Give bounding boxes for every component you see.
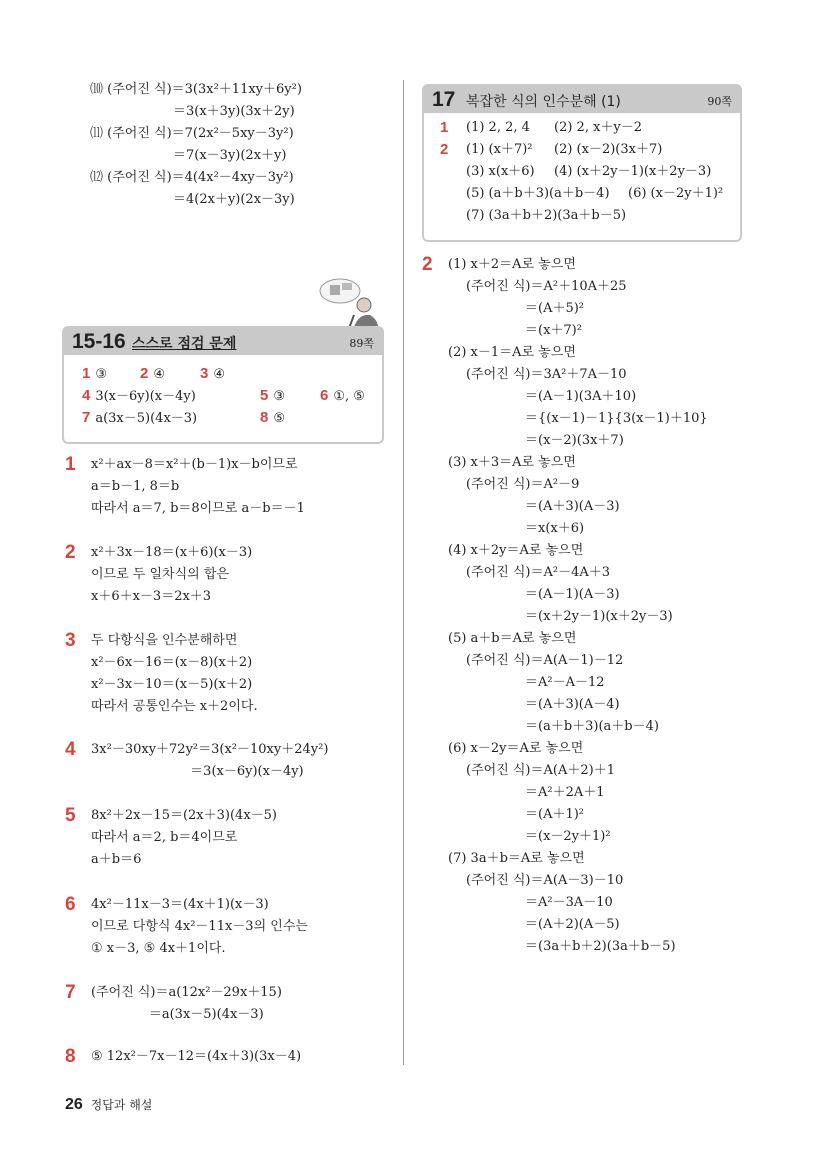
answer-body — [91, 542, 252, 608]
answer-value: a(3x－5)(4x－3) — [95, 411, 198, 426]
answer-value: (2) (x－2)(3x＋7) — [554, 142, 663, 157]
section-title: 복잡한 식의 인수분해 (1) — [466, 94, 621, 110]
footer — [65, 1096, 152, 1114]
answer-cell — [260, 407, 285, 430]
answer-value: ⑤ — [273, 411, 285, 426]
answer-number: 3 — [200, 365, 209, 382]
footer-label: 정답과 해설 — [90, 1098, 153, 1112]
math-line: (5) a＋b＝A로 놓으면 — [448, 631, 577, 646]
math-line: (4) x＋2y＝A로 놓으면 — [448, 543, 584, 558]
answer-value: ④ — [213, 367, 225, 382]
math-line: ⑽ (주어진 식)＝3(3x²＋11xy＋6y²) — [90, 82, 302, 97]
answer-cell — [82, 407, 197, 430]
math-line: (7) 3a＋b＝A로 놓으면 — [448, 851, 585, 866]
answer-item-2-detail — [422, 254, 708, 958]
answer-value: (1) 2, 2, 4 — [466, 120, 530, 135]
answer-body — [91, 805, 277, 871]
answer-value: 3(x－6y)(x－4y) — [95, 389, 196, 404]
box-15-16 — [62, 326, 384, 444]
math-line: ＝{(x－1)－1}{3(x－1)＋10} — [525, 411, 708, 426]
math-line: (주어진 식)＝A²－9 — [466, 477, 580, 492]
answer-number: 7 — [82, 409, 91, 426]
math-line: ⑤ 12x²－7x－12＝(4x＋3)(3x－4) — [91, 1049, 302, 1064]
math-line: x²－6x－16＝(x－8)(x＋2) — [91, 655, 253, 670]
answer-value: (2) 2, x＋y－2 — [554, 120, 643, 135]
section-number: 15-16 — [72, 330, 126, 353]
answer-cell — [260, 385, 285, 408]
answer-body — [91, 1046, 301, 1068]
answer-cell — [82, 363, 107, 386]
box-15-16-header — [64, 328, 382, 355]
math-line: ＝A²＋2A＋1 — [525, 785, 605, 800]
math-line: (주어진 식)＝A²＋10A＋25 — [466, 279, 627, 294]
math-line: 따라서 a＝7, b＝8이므로 a－b＝－1 — [91, 501, 305, 516]
math-line: x＋6＋x－3＝2x＋3 — [91, 589, 212, 604]
answer-item — [65, 454, 305, 520]
math-line: (2) x－1＝A로 놓으면 — [448, 345, 576, 360]
answer-number: 5 — [65, 805, 76, 826]
math-line: ＝(A＋3)(A－3) — [525, 499, 620, 514]
answer-item — [65, 739, 328, 783]
math-line: ＝(x＋2y－1)(x＋2y－3) — [525, 609, 673, 624]
answer-body — [91, 454, 305, 520]
answer-item — [65, 805, 277, 871]
math-line: ＝(A－1)(3A＋10) — [525, 389, 637, 404]
answer-value: (7) (3a＋b＋2)(3a＋b－5) — [466, 208, 627, 223]
answer-value: ④ — [153, 367, 165, 382]
math-line: ＝a(3x－5)(4x－3) — [91, 1007, 264, 1022]
section-title: 스스로 점검 문제 — [132, 336, 237, 352]
math-line: (주어진 식)＝A(A＋2)＋1 — [466, 763, 615, 778]
math-line: ＝(A－1)(A－3) — [525, 587, 620, 602]
answer-number: 7 — [65, 982, 76, 1003]
math-line: 따라서 공통인수는 x＋2이다. — [91, 699, 258, 714]
math-line: ＝(x－2y＋1)² — [525, 829, 611, 844]
math-line: ＝(3a＋b＋2)(3a＋b－5) — [525, 939, 676, 954]
answer-value: (3) x(x＋6) — [466, 164, 535, 179]
answer-number: 1 — [65, 454, 76, 475]
math-line: ＝(A＋5)² — [525, 301, 585, 316]
answer-body — [91, 894, 308, 960]
answer-number: 2 — [140, 365, 149, 382]
answer-number: 4 — [65, 739, 76, 760]
math-line: (주어진 식)＝a(12x²－29x＋15) — [91, 985, 282, 1000]
answer-number: 2 — [440, 141, 449, 158]
answer-value: (6) (x－2y＋1)² — [628, 186, 724, 201]
answer-body — [448, 254, 708, 958]
math-line: x²＋ax－8＝x²＋(b－1)x－b이므로 — [91, 457, 298, 472]
answer-number: 3 — [65, 630, 76, 651]
answer-item — [65, 1046, 301, 1068]
answer-cell — [140, 363, 165, 386]
math-line: 8x²＋2x－15＝(2x＋3)(4x－5) — [91, 808, 277, 823]
math-line: (주어진 식)＝3A²＋7A－10 — [466, 367, 627, 382]
math-line: x²＋3x－18＝(x＋6)(x－3) — [91, 545, 253, 560]
math-line: ＝(x－2)(3x＋7) — [525, 433, 624, 448]
math-line: ＝(A＋3)(A－4) — [525, 697, 620, 712]
math-line: ＝4(2x＋y)(2x－3y) — [173, 192, 295, 207]
math-line: ＝(x＋7)² — [525, 323, 582, 338]
math-line: (6) x－2y＝A로 놓으면 — [448, 741, 584, 756]
math-line: 이므로 두 일차식의 합은 — [91, 567, 229, 582]
math-line: 두 다항식을 인수분해하면 — [91, 633, 238, 648]
math-line: (주어진 식)＝A²－4A＋3 — [466, 565, 611, 580]
answer-number: 5 — [260, 387, 269, 404]
math-line: 4x²－11x－3＝(4x＋1)(x－3) — [91, 897, 269, 912]
math-line: 이므로 다항식 4x²－11x－3의 인수는 — [91, 919, 308, 934]
answer-item — [65, 894, 308, 960]
answer-number: 4 — [82, 387, 91, 404]
answer-body — [91, 982, 282, 1026]
math-line: ＝3(x＋3y)(3x＋2y) — [173, 104, 295, 119]
math-line: (주어진 식)＝A(A－1)－12 — [466, 653, 624, 668]
answer-number: 8 — [260, 409, 269, 426]
answer-item — [65, 542, 252, 608]
math-line: ＝3(x－6y)(x－4y) — [91, 764, 304, 779]
answer-number: 1 — [440, 119, 449, 136]
answer-value: ①, ⑤ — [333, 389, 365, 404]
section-number: 17 — [432, 88, 456, 111]
math-line: a＋b＝6 — [91, 852, 142, 867]
page-number: 26 — [65, 1096, 83, 1113]
answer-item — [65, 630, 258, 718]
math-line: ＝7(x－3y)(2x＋y) — [173, 148, 287, 163]
top-left-continuation — [90, 79, 302, 211]
answer-number: 2 — [422, 254, 433, 275]
math-line: ＝(A＋2)(A－5) — [525, 917, 620, 932]
math-line: ＝(a＋b＋3)(a＋b－4) — [525, 719, 659, 734]
answer-number: 6 — [65, 894, 76, 915]
math-line: ＝x(x＋6) — [525, 521, 585, 536]
math-line: (주어진 식)＝A(A－3)－10 — [466, 873, 624, 888]
answer-body — [91, 739, 328, 783]
answer-number: 6 — [320, 387, 329, 404]
answer-value: ③ — [95, 367, 107, 382]
answer-number: 1 — [82, 365, 91, 382]
math-line: ＝(A＋1)² — [525, 807, 585, 822]
math-line: ＝A²－A－12 — [525, 675, 605, 690]
answer-value: (1) (x＋7)² — [466, 142, 533, 157]
box-17-header — [424, 86, 740, 113]
math-line: ⑿ (주어진 식)＝4(4x²－4xy－3y²) — [90, 170, 294, 185]
math-line: x²－3x－10＝(x－5)(x＋2) — [91, 677, 253, 692]
math-line: (3) x＋3＝A로 놓으면 — [448, 455, 576, 470]
math-line: ＝A²－3A－10 — [525, 895, 613, 910]
math-line: ① x－3, ⑤ 4x＋1이다. — [91, 941, 226, 956]
answer-body — [91, 630, 258, 718]
math-line: (1) x＋2＝A로 놓으면 — [448, 257, 576, 272]
answer-cell — [320, 385, 365, 408]
answer-value: (4) (x＋2y－1)(x＋2y－3) — [554, 164, 712, 179]
math-line: ⑾ (주어진 식)＝7(2x²－5xy－3y²) — [90, 126, 294, 141]
answer-item — [65, 982, 282, 1026]
math-line: 3x²－30xy＋72y²＝3(x²－10xy＋24y²) — [91, 742, 329, 757]
answer-value: (5) (a＋b＋3)(a＋b－4) — [466, 186, 610, 201]
answer-number: 8 — [65, 1046, 76, 1067]
column-divider — [403, 80, 404, 1065]
box-17 — [422, 84, 742, 242]
page-reference: 89쪽 — [349, 337, 374, 350]
answer-cell — [200, 363, 225, 386]
math-line: 따라서 a＝2, b＝4이므로 — [91, 830, 238, 845]
answer-cell — [82, 385, 196, 408]
answer-value: ③ — [273, 389, 285, 404]
page-reference: 90쪽 — [707, 95, 732, 108]
answer-number: 2 — [65, 542, 76, 563]
math-line: a＝b－1, 8＝b — [91, 479, 180, 494]
